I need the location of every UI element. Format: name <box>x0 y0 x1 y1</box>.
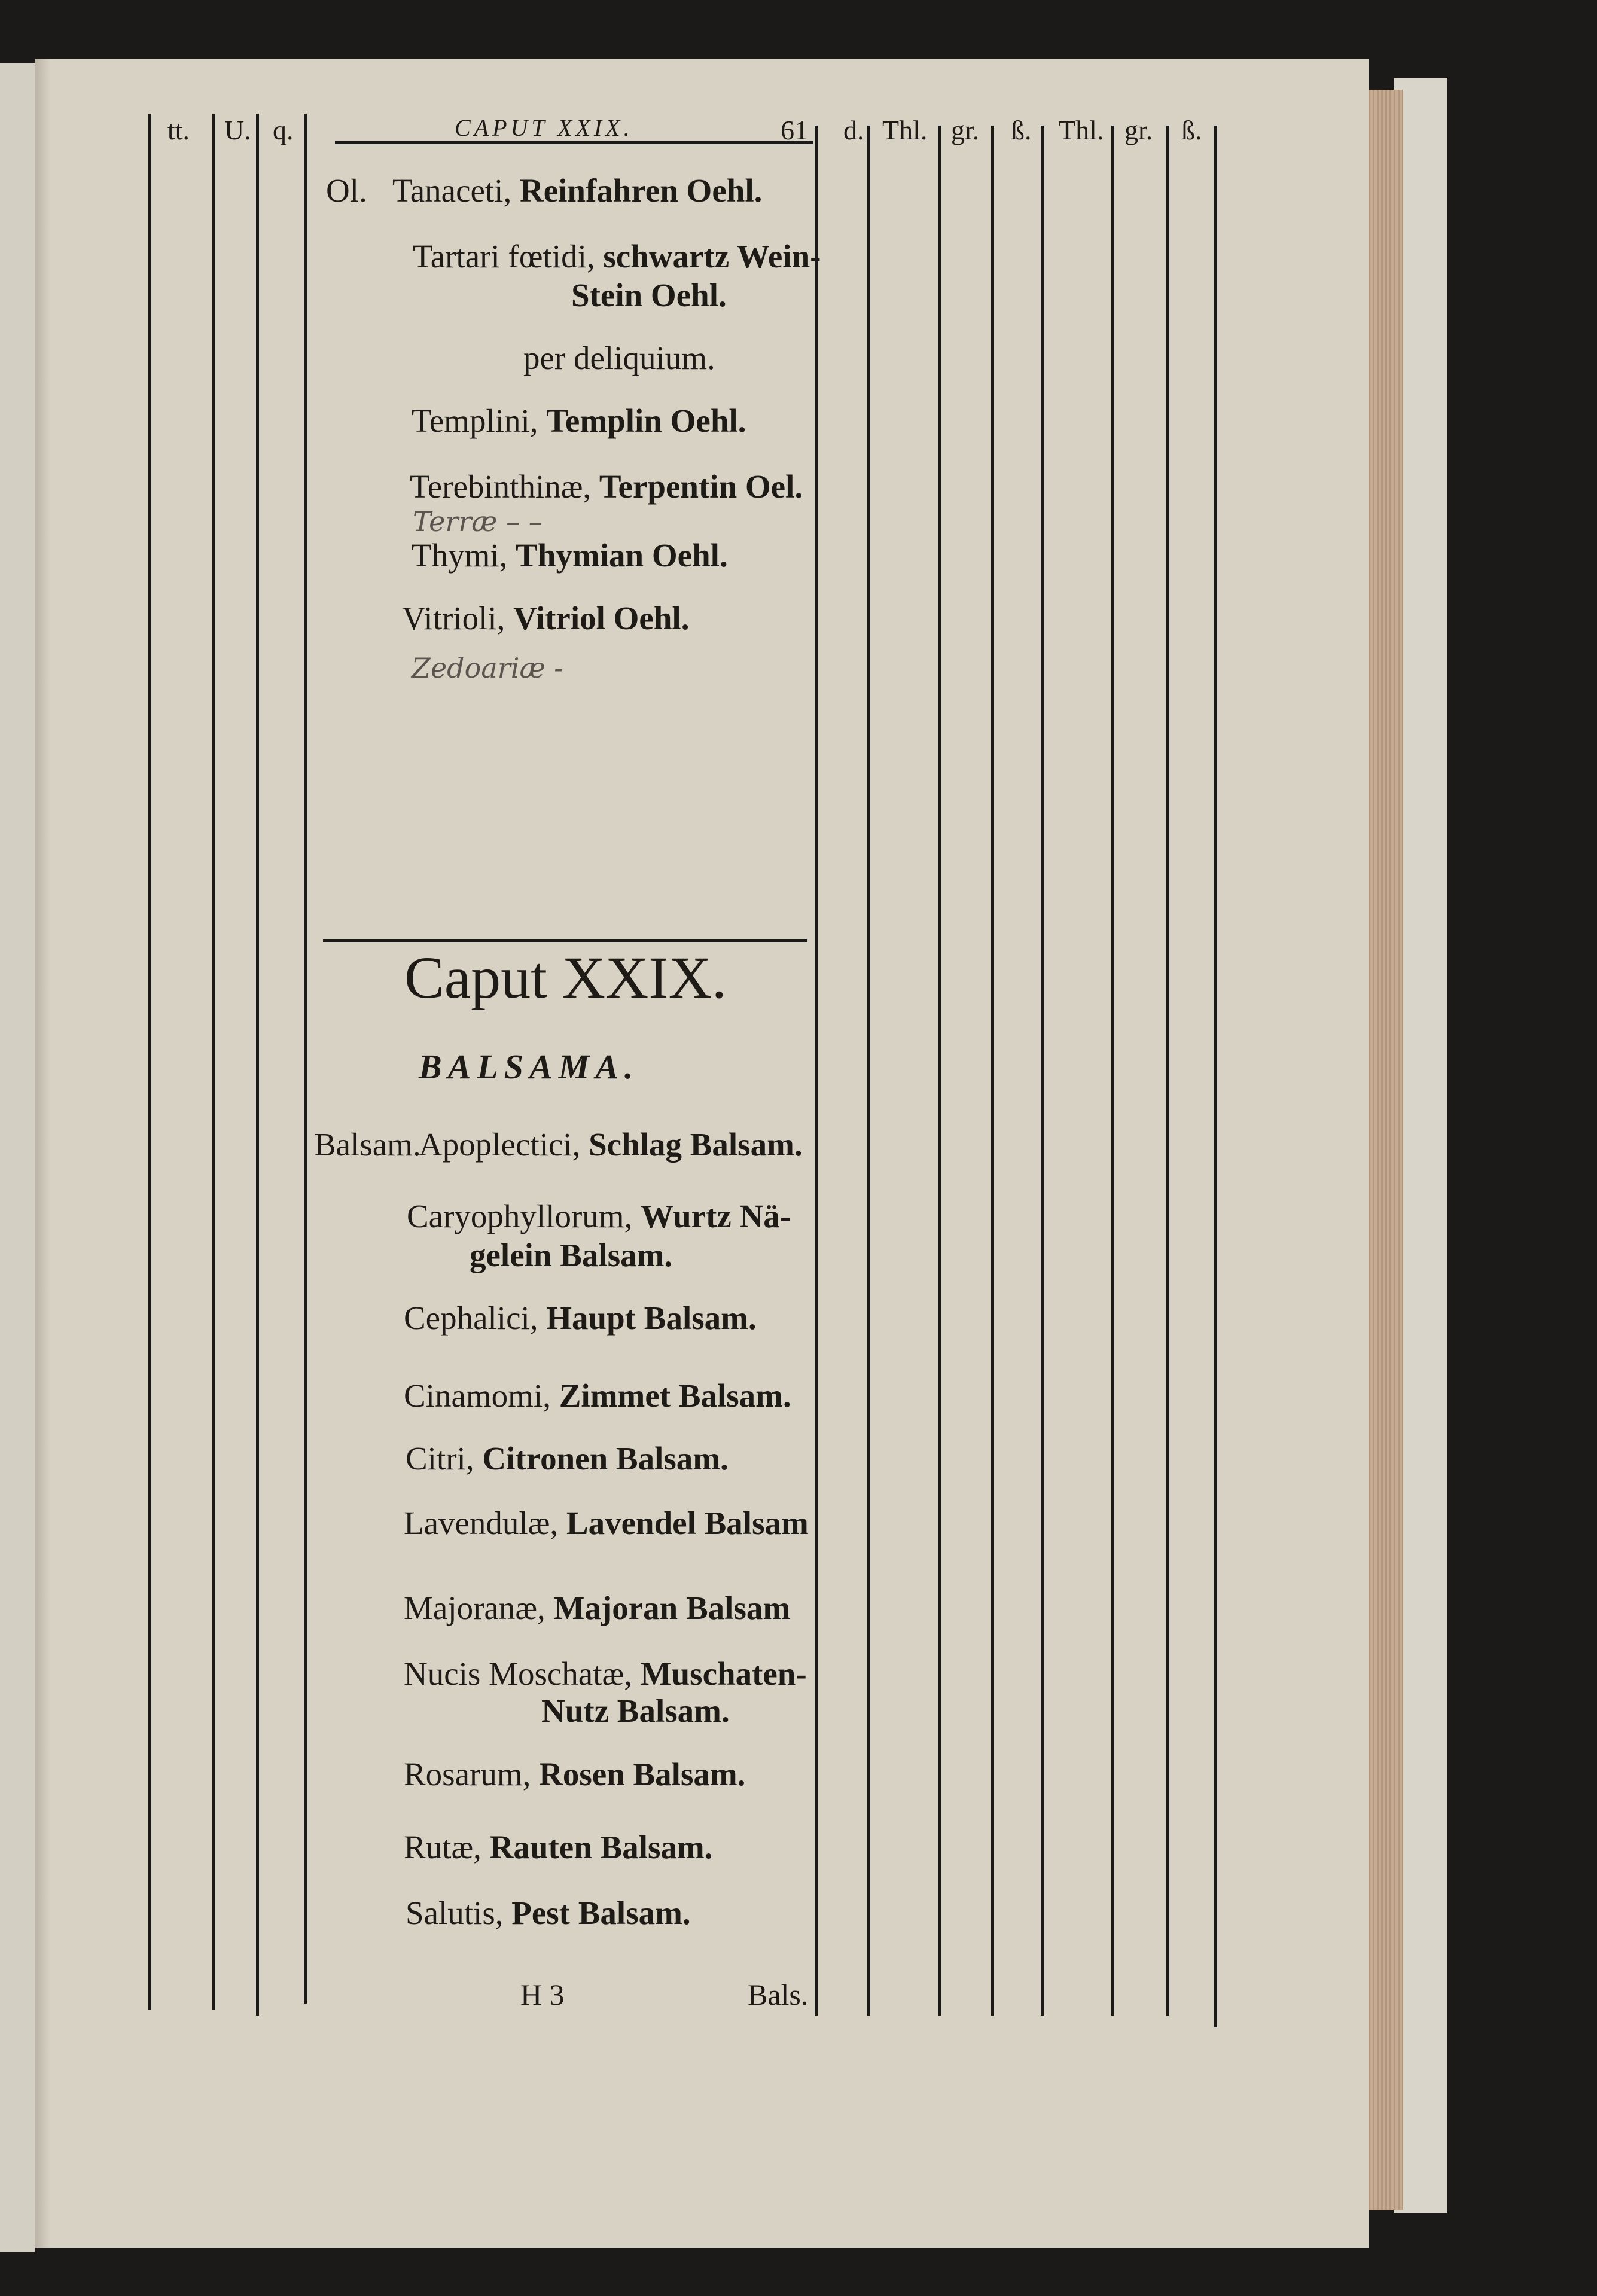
column-rule <box>991 126 994 2016</box>
column-rule <box>304 114 307 2004</box>
list-item: Cinamomi, Zimmet Balsam. <box>404 1377 791 1414</box>
column-rule <box>148 114 151 2010</box>
chapter-title: Caput XXIX. <box>404 944 727 1011</box>
handwritten-note: Zedoariæ - <box>412 652 563 684</box>
section-title: BALSAMA. <box>419 1047 639 1086</box>
column-rule <box>867 126 870 2016</box>
header-col-gr-2: gr. <box>1124 115 1153 145</box>
header-col-thl-1: Thl. <box>882 115 928 145</box>
column-rule <box>1166 126 1169 2016</box>
header-col-d: d. <box>843 115 864 145</box>
list-item: Vitrioli, Vitriol Oehl. <box>402 600 690 636</box>
header-col-pf-2: ß. <box>1181 115 1202 145</box>
header-col-thl-2: Thl. <box>1059 115 1104 145</box>
balsam-prefix: Balsam. <box>314 1126 421 1163</box>
list-item-continuation: gelein Balsam. <box>470 1237 673 1273</box>
catchword: Bals. <box>748 1978 809 2011</box>
list-item: Citri, Citronen Balsam. <box>406 1440 729 1477</box>
list-item-continuation: Stein Oehl. <box>571 277 727 313</box>
column-rule <box>256 114 259 2016</box>
list-item: Caryophyllorum, Wurtz Nä- <box>407 1198 791 1234</box>
running-title: CAPUT XXIX. <box>455 114 633 141</box>
list-item-continuation: Nutz Balsam. <box>541 1693 730 1729</box>
list-item: Terebinthinæ, Terpentin Oel. <box>410 468 803 505</box>
list-item: Apoplectici, Schlag Balsam. <box>419 1126 803 1163</box>
list-item: Templini, Templin Oehl. <box>412 403 746 439</box>
list-item: per deliquium. <box>523 340 715 376</box>
column-rule <box>1214 126 1217 2027</box>
list-item: Majoranæ, Majoran Balsam <box>404 1590 791 1626</box>
column-rule <box>938 126 941 2016</box>
list-item: Lavendulæ, Lavendel Balsam <box>404 1505 809 1541</box>
header-col-pf-1: ß. <box>1011 115 1032 145</box>
page-number: 61 <box>781 115 808 145</box>
list-item: Thymi, Thymian Oehl. <box>412 537 728 574</box>
column-rule <box>815 126 818 2016</box>
list-item: Cephalici, Haupt Balsam. <box>404 1300 757 1336</box>
list-item: Rutæ, Rauten Balsam. <box>404 1829 713 1865</box>
list-item: Rosarum, Rosen Balsam. <box>404 1756 746 1792</box>
chapter-rule <box>323 939 807 942</box>
column-rule <box>212 114 215 2010</box>
header-col-3: q. <box>273 115 294 145</box>
handwritten-note: Terræ – – <box>413 505 543 538</box>
list-item: Salutis, Pest Balsam. <box>406 1895 691 1931</box>
list-item: Tartari fœtidi, schwartz Wein- <box>413 238 821 275</box>
list-item: Nucis Moschatæ, Muschaten- <box>404 1655 807 1692</box>
page-gutter <box>35 59 50 2248</box>
column-rule <box>1041 126 1044 2016</box>
header-col-2: U. <box>224 115 251 145</box>
list-item: Tanaceti, Reinfahren Oehl. <box>392 172 763 209</box>
column-rule <box>1111 126 1114 2016</box>
header-col-1: tt. <box>167 115 190 145</box>
left-page-edge <box>0 63 35 2252</box>
oil-prefix: Ol. <box>326 172 367 209</box>
header-col-gr-1: gr. <box>951 115 980 145</box>
signature-mark: H 3 <box>520 1978 565 2011</box>
